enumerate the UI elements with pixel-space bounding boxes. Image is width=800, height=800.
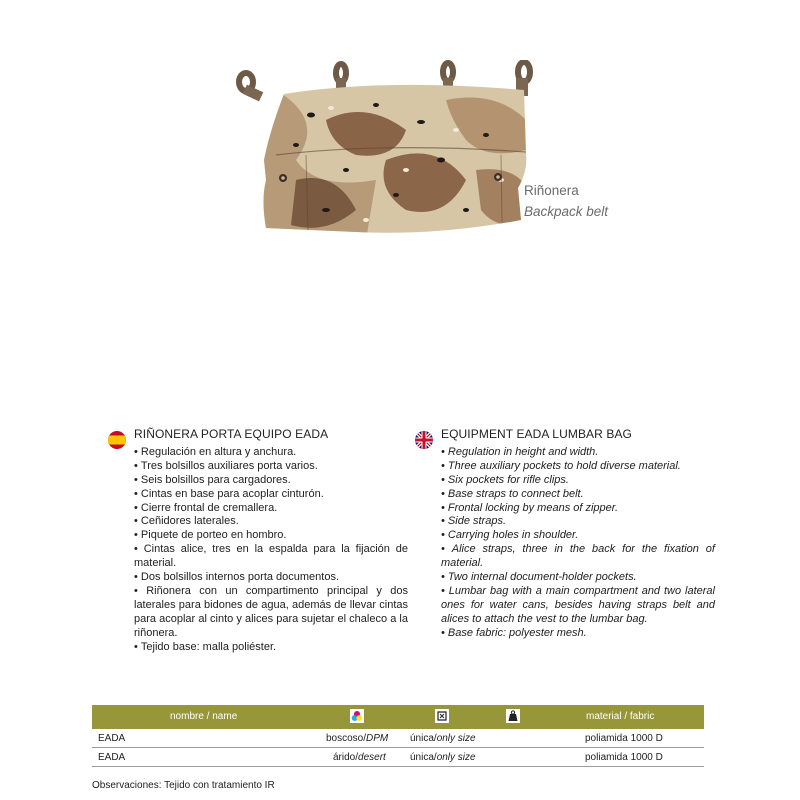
list-item: • Base straps to connect belt. [441, 488, 715, 502]
size-icon [435, 709, 449, 723]
row-size [410, 733, 476, 744]
row-size-es: única/ [410, 733, 437, 744]
list-item: • Carrying holes in shoulder. [441, 529, 715, 543]
list-item: • Three auxiliary pockets to hold diverse material. [441, 460, 715, 474]
spanish-feature-list [108, 446, 408, 655]
row-size-en: only size [436, 733, 476, 744]
row-color [326, 733, 388, 744]
list-item: • Regulation in height and width. [441, 446, 715, 460]
list-item: • Lumbar bag with a main compartment and two lateral ones for water cans, besides having straps belt and alices to attach the vest to the lumbar bag. [441, 585, 715, 627]
list-item: • Alice straps, three in the back for the fixation of material. [441, 543, 715, 571]
table-row [92, 729, 704, 748]
caption-es: Riñonera [524, 183, 579, 198]
table-header [92, 705, 704, 729]
list-item: • Two internal document-holder pockets. [441, 571, 715, 585]
row-size-en: only size [436, 752, 476, 763]
table-row [92, 748, 704, 767]
list-item: • Riñonera con un compartimento principal y dos laterales para bidones de agua, además de llevar cintas para acoplar al cinto y alices para sujetar el chaleco a la riñonera. [134, 585, 408, 641]
caption-en: Backpack belt [524, 204, 609, 219]
list-item: • Piquete de porteo en hombro. [134, 529, 408, 543]
list-item: • Six pockets for rifle clips. [441, 474, 715, 488]
row-name: EADA [98, 733, 126, 744]
list-item: • Side straps. [441, 515, 715, 529]
list-item: • Cintas en base para acoplar cinturón. [134, 488, 408, 502]
spain-flag-icon [108, 431, 126, 449]
list-item: • Cintas alice, tres en la espalda para la fijación de material. [134, 543, 408, 571]
uk-flag-icon [415, 431, 433, 449]
product-photo [236, 60, 536, 240]
row-size [410, 752, 476, 763]
row-size-es: única/ [410, 752, 437, 763]
spanish-description [108, 428, 408, 655]
list-item: • Base fabric: polyester mesh. [441, 627, 715, 641]
list-item: • Frontal locking by means of zipper. [441, 502, 715, 516]
row-name: EADA [98, 752, 126, 763]
color-icon [350, 709, 364, 723]
header-name: nombre / name [170, 711, 238, 722]
row-material: poliamida 1000 D [585, 733, 663, 744]
list-item: • Ceñidores laterales. [134, 515, 408, 529]
row-material: poliamida 1000 D [585, 752, 663, 763]
spec-table [92, 705, 704, 767]
spanish-title: RIÑONERA PORTA EQUIPO EADA [134, 427, 329, 441]
weight-icon [506, 709, 520, 723]
list-item: • Regulación en altura y anchura. [134, 446, 408, 460]
list-item: • Seis bolsillos para cargadores. [134, 474, 408, 488]
english-title: EQUIPMENT EADA LUMBAR BAG [441, 427, 632, 441]
row-color-es: boscoso/ [326, 733, 367, 744]
product-caption [524, 180, 608, 222]
row-color-es: árido/ [333, 752, 359, 763]
row-color-en: DPM [366, 733, 389, 744]
list-item: • Tres bolsillos auxiliares porta varios. [134, 460, 408, 474]
row-color [333, 752, 386, 763]
header-material: material / fabric [586, 711, 655, 722]
list-item: • Cierre frontal de cremallera. [134, 502, 408, 516]
english-description [415, 428, 715, 641]
list-item: • Dos bolsillos internos porta documentos. [134, 571, 408, 585]
row-color-en: desert [358, 752, 386, 763]
english-feature-list [415, 446, 715, 641]
list-item: • Tejido base: malla poliéster. [134, 641, 408, 655]
observations-note: Observaciones: Tejido con tratamiento IR [92, 780, 275, 791]
